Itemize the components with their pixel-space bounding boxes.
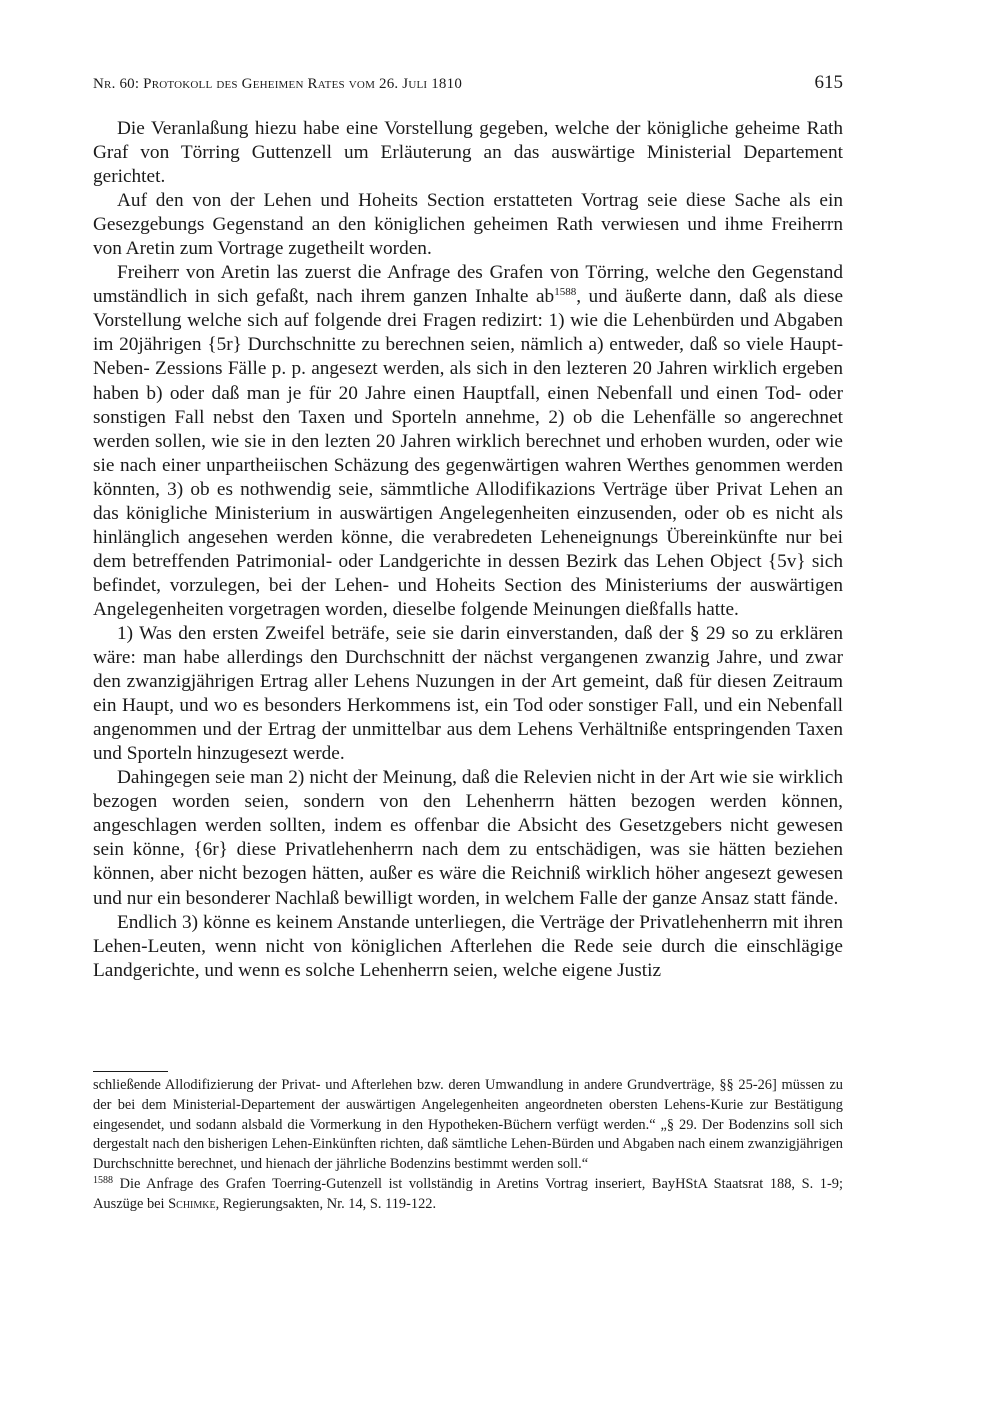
main-text <box>93 117 843 983</box>
paragraph-5: Dahingegen seie man 2) nicht der Meinung, daß die Relevien nicht in der Art wie sie wirklich bezogen worden seien, sondern von den Lehenherrn hätten bezogen werden können, angeschlagen werden sollten, indem es offenbar die Absicht des Gesetzgebers nicht gewesen sein könne, {6r} diese Privatlehenherrn nach dem zu entschädigen, was sie hätten beziehen können, aber nicht bezogen hätten, außer es wäre die Reichniß wirklich höher angesezt gewesen und nur ein besonderer Nachlaß bewilligt worden, in welchem Falle der ganze Ansaz statt fände. <box>93 767 843 909</box>
running-title: Nr. 60: Protokoll des Geheimen Rates vom 26. Juli 1810 <box>93 76 463 92</box>
footnote-marker-1588: 1588 <box>93 1174 113 1186</box>
footnote-ref-1588[interactable]: 1588 <box>554 286 577 299</box>
footnote-1588 <box>93 1175 843 1215</box>
paragraph-2: Auf den von der Lehen und Hoheits Section erstatteten Vortrag seie diese Sache als ein Gesezgebungs Gegenstand an den königlichen geheimen Rath verwiesen und ihme Freiherrn von Aretin zum Vortrage zugetheilt worden. <box>93 190 843 260</box>
page-header <box>93 72 843 100</box>
paragraph-3-text-b: , und äußerte dann, daß als diese Vorstellung welche sich auf folgende drei Fragen redizirt: 1) wie die Lehenbürden und Abgaben im 20jährigen {5r} Durchschnitte zu berechnen seien, nämlich a) entweder, daß so viele Haupt- Neben- Zessions Fälle p. p. angesezt werden, als sich in den lezteren 20 Jahren wirklich ergeben haben b) oder daß man je für 20 Jahre einen Hauptfall, einen Nebenfall und einen Tod- oder sonstigen Fall nebst den Taxen und Sporteln annehme, 2) ob die Lehenfälle so angerechnet werden sollen, wie sie in den lezten 20 Jahren wirklich berechnet und erhoben wurden, oder wie sie nach einer unpartheiischen Schäzung des gegenwärtigen wahren Werthes genommen werden könnten, 3) ob es nothwendig seie, sämmtliche Allodifikazions Verträge über Privat Lehen an das königliche Ministerium in auswärtigen Angelegenheiten einzusenden, oder ob es nicht als hinlänglich angesehen werden könne, die verabredeten Leheneignungs Übereinkünfte nur bei dem betreffenden Patrimonial- oder Landgerichte in dessen Bezirk das Lehen Object {5v} sich befindet, vorzulegen, bei der Lehen- und Hoheits Section des Ministeriums der auswärtigen Angelegenheiten vorgetragen worden, dieselbe folgende Meinungen dießfalls hatte. <box>93 286 844 620</box>
footnote-continuation: schließende Allodifizierung der Privat- und Afterlehen bzw. deren Umwandlung in andere Grundverträge, §§ 25-26] müssen zu der bei dem Ministerial-Departement der auswärtigen Angelegenheiten angeordneten obersten Lehens-Kurie zur Bestätigung eingesendet, und sodann alsbald die Vormerkung in den Hypotheken-Büchern verfügt werden.“ „§ 29. Der Bodenzins soll sich dergestalt nach den bisherigen Lehen-Einkünften richten, daß sämtliche Lehen-Bürden und Abgaben nach einem zwanzigjährigen Durchschnitte berechnet, und hienach der jährliche Bodenzins bestimmt werden soll.“ <box>93 1077 843 1173</box>
paragraph-3-text-a: Freiherr von Aretin las zuerst die Anfrage des Grafen von Törring, welche den Gegenstand umständlich in sich gefaßt, nach ihrem ganzen Inhalte ab <box>93 262 843 308</box>
footnote-1588-text-a: Die Anfrage des Grafen Toerring-Gutenzell ist vollständig in Aretins Vortrag inseriert, BayHStA Staatsrat 188, S. 1-9; Auszüge bei <box>93 1175 843 1212</box>
paragraph-4: 1) Was den ersten Zweifel beträfe, seie sie darin einverstanden, daß der § 29 so zu erklären wäre: man habe allerdings den Durchschnitt der nächst vergangenen zwanzig Jahre, und zwar den zwanzigjährigen Ertrag aller Lehens Nuzungen in der Art gemeint, daß für diesen Zeitraum ein Haupt, und wo es besonders Herkommens ist, ein Tod oder sonstiger Fall, und ein Nebenfall angenommen und der Ertrag der unmittelbar aus dem Lehens Verhältniße entspringenden Taxen und Sporteln hinzugesezt werde. <box>93 622 843 765</box>
paragraph-6: Endlich 3) könne es keinem Anstande unterliegen, die Verträge der Privatlehenherrn mit ihren Lehen-Leuten, wenn nicht von königlichen Afterlehen die Rede seie durch die einschlägige Landgerichte, und wenn es solche Lehenherrn seien, welche eigene Justiz <box>93 911 843 981</box>
paragraph-3 <box>93 261 843 622</box>
footnote-1588-author: Schimke <box>168 1195 216 1212</box>
paragraph-1: Die Veranlaßung hiezu habe eine Vorstellung gegeben, welche der königliche geheime Rath Graf von Törring Guttenzell um Erläuterung an das auswärtige Ministerial Departement gerichtet. <box>93 118 843 188</box>
page-number: 615 <box>814 72 843 93</box>
footnotes <box>93 1076 843 1215</box>
footnote-separator <box>93 1071 168 1072</box>
footnote-1588-text-b: , Regierungsakten, Nr. 14, S. 119-122. <box>215 1195 437 1212</box>
